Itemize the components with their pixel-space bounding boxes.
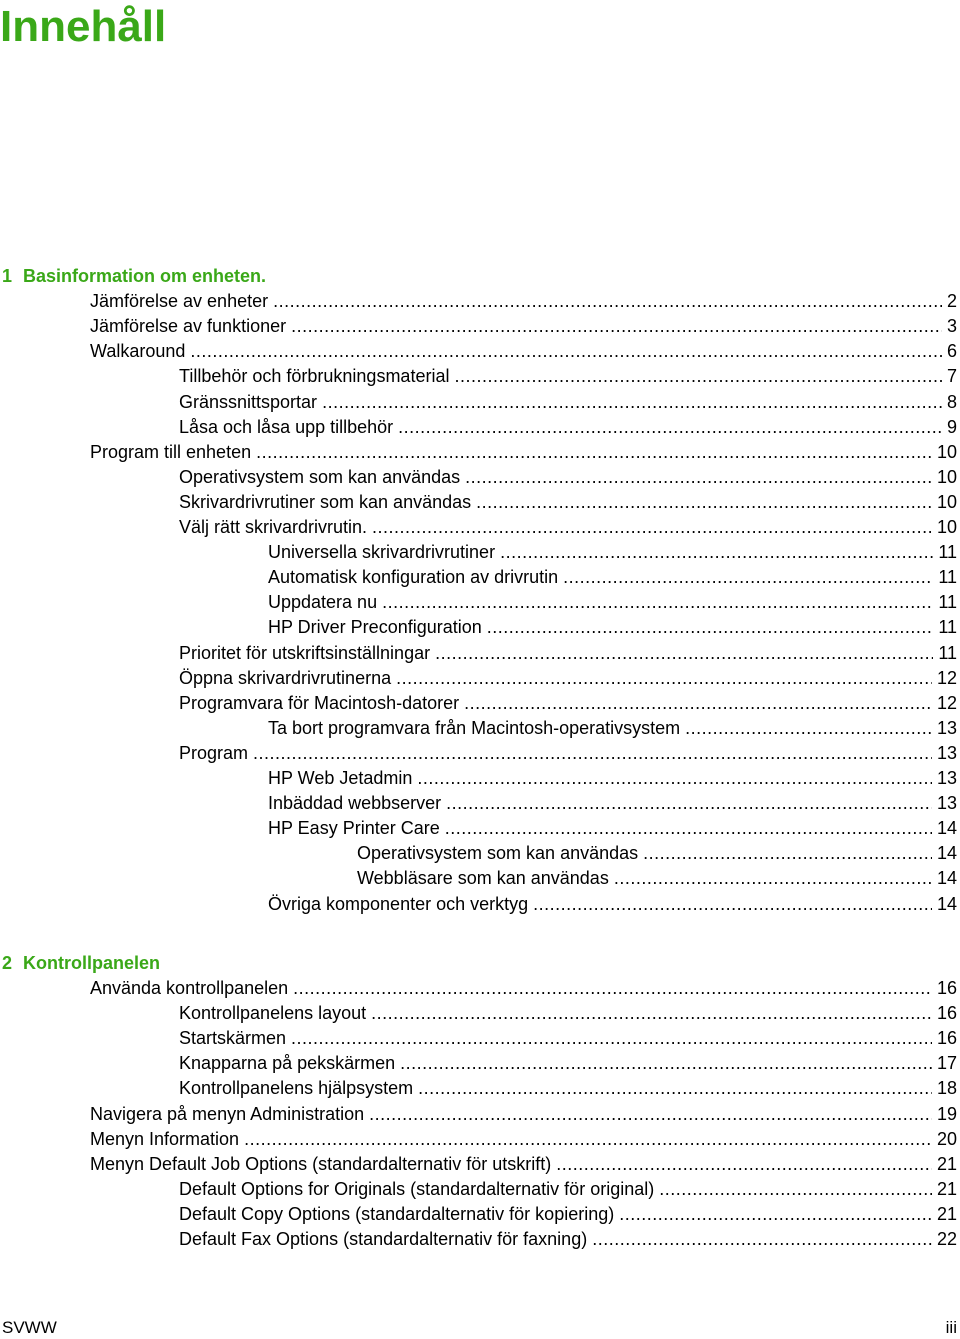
- toc-entry-label: Inbäddad webbserver: [268, 793, 442, 813]
- dot-leader: [476, 490, 932, 515]
- toc-entry-page: 21: [936, 1154, 957, 1174]
- toc-entry-label: Automatisk konfiguration av drivrutin: [268, 567, 559, 587]
- dot-leader: [563, 565, 933, 590]
- toc-entry-label: Program till enheten: [90, 442, 252, 462]
- dot-leader: [396, 666, 932, 691]
- toc-entry[interactable]: [179, 490, 957, 515]
- dot-leader: [400, 1051, 932, 1076]
- toc-entry[interactable]: [268, 766, 957, 791]
- toc-entry-page: 22: [936, 1229, 957, 1249]
- chapter-heading[interactable]: [2, 951, 160, 976]
- toc-entry[interactable]: [357, 866, 957, 891]
- toc-entry-label: Menyn Information: [90, 1129, 240, 1149]
- toc-entry-page: 11: [938, 643, 957, 663]
- toc-entry-label: Övriga komponenter och verktyg: [268, 894, 529, 914]
- toc-entry-page: 19: [936, 1104, 957, 1124]
- toc-entry-page: 7: [946, 366, 957, 386]
- toc-entry[interactable]: [179, 415, 957, 440]
- toc-entry[interactable]: [90, 339, 957, 364]
- dot-leader: [291, 1026, 932, 1051]
- toc-entry-page: 13: [936, 718, 957, 738]
- dot-leader: [465, 465, 932, 490]
- toc-entry-label: HP Easy Printer Care: [268, 818, 440, 838]
- dot-leader: [445, 816, 932, 841]
- toc-entry-label: Default Fax Options (standardalternativ för faxning): [179, 1229, 588, 1249]
- toc-entry-label: Default Options for Originals (standardalternativ för original): [179, 1179, 655, 1199]
- dot-leader: [659, 1177, 932, 1202]
- toc-entry-page: 9: [946, 417, 957, 437]
- dot-leader: [253, 741, 932, 766]
- dot-leader: [487, 615, 934, 640]
- dot-leader: [446, 791, 932, 816]
- toc-entry-page: 10: [936, 467, 957, 487]
- toc-entry-label: Universella skrivardrivrutiner: [268, 542, 496, 562]
- toc-entry-page: 11: [938, 567, 957, 587]
- toc-entry-page: 20: [936, 1129, 957, 1149]
- toc-entry-label: Operativsystem som kan användas: [357, 843, 639, 863]
- toc-entry-page: 17: [936, 1053, 957, 1073]
- footer-page-number: iii: [945, 1318, 957, 1337]
- toc-entry-page: 12: [936, 668, 957, 688]
- toc-entry-label: Kontrollpanelens layout: [179, 1003, 367, 1023]
- toc-entry-label: Jämförelse av enheter: [90, 291, 269, 311]
- toc-entry-label: Menyn Default Job Options (standardalternativ för utskrift): [90, 1154, 552, 1174]
- toc-entry[interactable]: [357, 841, 957, 866]
- chapter-number: 1: [2, 266, 13, 286]
- toc-entry-label: Webbläsare som kan användas: [357, 868, 609, 888]
- toc-entry[interactable]: [179, 691, 957, 716]
- toc-entry[interactable]: [179, 1026, 957, 1051]
- toc-entry[interactable]: [179, 641, 957, 666]
- toc-entry-label: Startskärmen: [179, 1028, 287, 1048]
- toc-entry-page: 13: [936, 768, 957, 788]
- toc-entry-label: Default Copy Options (standardalternativ för kopiering): [179, 1204, 615, 1224]
- toc-entry-page: 10: [936, 492, 957, 512]
- toc-entry[interactable]: [268, 716, 957, 741]
- toc-entry[interactable]: [90, 314, 957, 339]
- toc-entry-page: 16: [936, 978, 957, 998]
- dot-leader: [592, 1227, 932, 1252]
- toc-entry-page: 10: [936, 517, 957, 537]
- toc-entry[interactable]: [179, 1227, 957, 1252]
- dot-leader: [556, 1152, 932, 1177]
- toc-entry-label: Låsa och låsa upp tillbehör: [179, 417, 394, 437]
- toc-entry-label: Tillbehör och förbrukningsmaterial: [179, 366, 450, 386]
- toc-entry-label: HP Driver Preconfiguration: [268, 617, 482, 637]
- toc-entry[interactable]: [90, 1102, 957, 1127]
- chapter-heading[interactable]: [2, 264, 266, 289]
- toc-entry-label: Välj rätt skrivardrivrutin.: [179, 517, 368, 537]
- toc-entry[interactable]: [268, 590, 957, 615]
- toc-entry-label: Walkaround: [90, 341, 186, 361]
- dot-leader: [619, 1202, 932, 1227]
- toc-entry[interactable]: [179, 1001, 957, 1026]
- dot-leader: [685, 716, 932, 741]
- toc-entry[interactable]: [90, 1127, 957, 1152]
- chapter-title: Basinformation om enheten.: [23, 266, 267, 286]
- toc-entry[interactable]: [90, 976, 957, 1001]
- dot-leader: [190, 339, 942, 364]
- toc-entry[interactable]: [179, 741, 957, 766]
- toc-entry-page: 12: [936, 693, 957, 713]
- toc-entry[interactable]: [268, 540, 957, 565]
- toc-entry[interactable]: [268, 615, 957, 640]
- dot-leader: [371, 1001, 932, 1026]
- toc-entry-page: 14: [936, 894, 957, 914]
- toc-entry-page: 13: [936, 743, 957, 763]
- toc-entry[interactable]: [90, 1152, 957, 1177]
- dot-leader: [435, 641, 933, 666]
- dot-leader: [500, 540, 933, 565]
- dot-leader: [533, 892, 932, 917]
- dot-leader: [291, 314, 942, 339]
- toc-entry[interactable]: [268, 565, 957, 590]
- chapter-title: Kontrollpanelen: [23, 953, 161, 973]
- toc-entry-page: 8: [946, 392, 957, 412]
- toc-entry[interactable]: [90, 440, 957, 465]
- toc-entry-page: 11: [938, 617, 957, 637]
- toc-entry[interactable]: [179, 364, 957, 389]
- toc-entry-page: 6: [946, 341, 957, 361]
- toc-entry-page: 2: [946, 291, 957, 311]
- toc-entry[interactable]: [179, 1177, 957, 1202]
- dot-leader: [372, 515, 932, 540]
- toc-entry-label: Knapparna på pekskärmen: [179, 1053, 396, 1073]
- toc-entry-page: 10: [936, 442, 957, 462]
- toc-entry-page: 21: [936, 1204, 957, 1224]
- toc-entry-page: 14: [936, 868, 957, 888]
- toc-entry-label: Skrivardrivrutiner som kan användas: [179, 492, 472, 512]
- toc-entry[interactable]: [179, 515, 957, 540]
- footer-doc-code: SVWW: [2, 1318, 57, 1337]
- toc-entry[interactable]: [179, 666, 957, 691]
- dot-leader: [322, 390, 942, 415]
- dot-leader: [614, 866, 932, 891]
- toc-entry-label: Navigera på menyn Administration: [90, 1104, 365, 1124]
- dot-leader: [256, 440, 932, 465]
- toc-entry-page: 3: [946, 316, 957, 336]
- toc-entry-page: 14: [936, 843, 957, 863]
- dot-leader: [464, 691, 932, 716]
- toc-entry-page: 18: [936, 1078, 957, 1098]
- dot-leader: [417, 766, 932, 791]
- dot-leader: [643, 841, 932, 866]
- dot-leader: [273, 289, 942, 314]
- dot-leader: [454, 364, 942, 389]
- dot-leader: [398, 415, 942, 440]
- toc-entry-page: 16: [936, 1028, 957, 1048]
- toc-entry-page: 11: [938, 542, 957, 562]
- toc-entry-label: Ta bort programvara från Macintosh-operativsystem: [268, 718, 681, 738]
- toc-entry[interactable]: [179, 1051, 957, 1076]
- toc-entry[interactable]: [179, 1202, 957, 1227]
- toc-entry[interactable]: [268, 892, 957, 917]
- dot-leader: [244, 1127, 932, 1152]
- toc-entry-page: 13: [936, 793, 957, 813]
- dot-leader: [382, 590, 933, 615]
- toc-entry[interactable]: [268, 816, 957, 841]
- toc-entry-label: Programvara för Macintosh-datorer: [179, 693, 460, 713]
- toc-entry[interactable]: [179, 390, 957, 415]
- page-title: Innehåll: [0, 2, 167, 51]
- dot-leader: [418, 1076, 932, 1101]
- toc-entry-label: Program: [179, 743, 249, 763]
- toc-entry-label: Uppdatera nu: [268, 592, 378, 612]
- toc-entry-page: 21: [936, 1179, 957, 1199]
- toc-entry-label: HP Web Jetadmin: [268, 768, 413, 788]
- toc-entry-label: Jämförelse av funktioner: [90, 316, 287, 336]
- toc-entry[interactable]: [268, 791, 957, 816]
- dot-leader: [369, 1102, 932, 1127]
- toc-entry-label: Öppna skrivardrivrutinerna: [179, 668, 392, 688]
- toc-entry[interactable]: [90, 289, 957, 314]
- dot-leader: [293, 976, 932, 1001]
- toc-entry-label: Kontrollpanelens hjälpsystem: [179, 1078, 414, 1098]
- toc-entry-label: Gränssnittsportar: [179, 392, 318, 412]
- toc-entry-page: 14: [936, 818, 957, 838]
- chapter-number: 2: [2, 953, 13, 973]
- toc-entry-page: 16: [936, 1003, 957, 1023]
- toc-entry-page: 11: [938, 592, 957, 612]
- toc-entry-label: Operativsystem som kan användas: [179, 467, 461, 487]
- toc-entry[interactable]: [179, 1076, 957, 1101]
- toc-entry[interactable]: [179, 465, 957, 490]
- toc-entry-label: Använda kontrollpanelen: [90, 978, 289, 998]
- toc-entry-label: Prioritet för utskriftsinställningar: [179, 643, 431, 663]
